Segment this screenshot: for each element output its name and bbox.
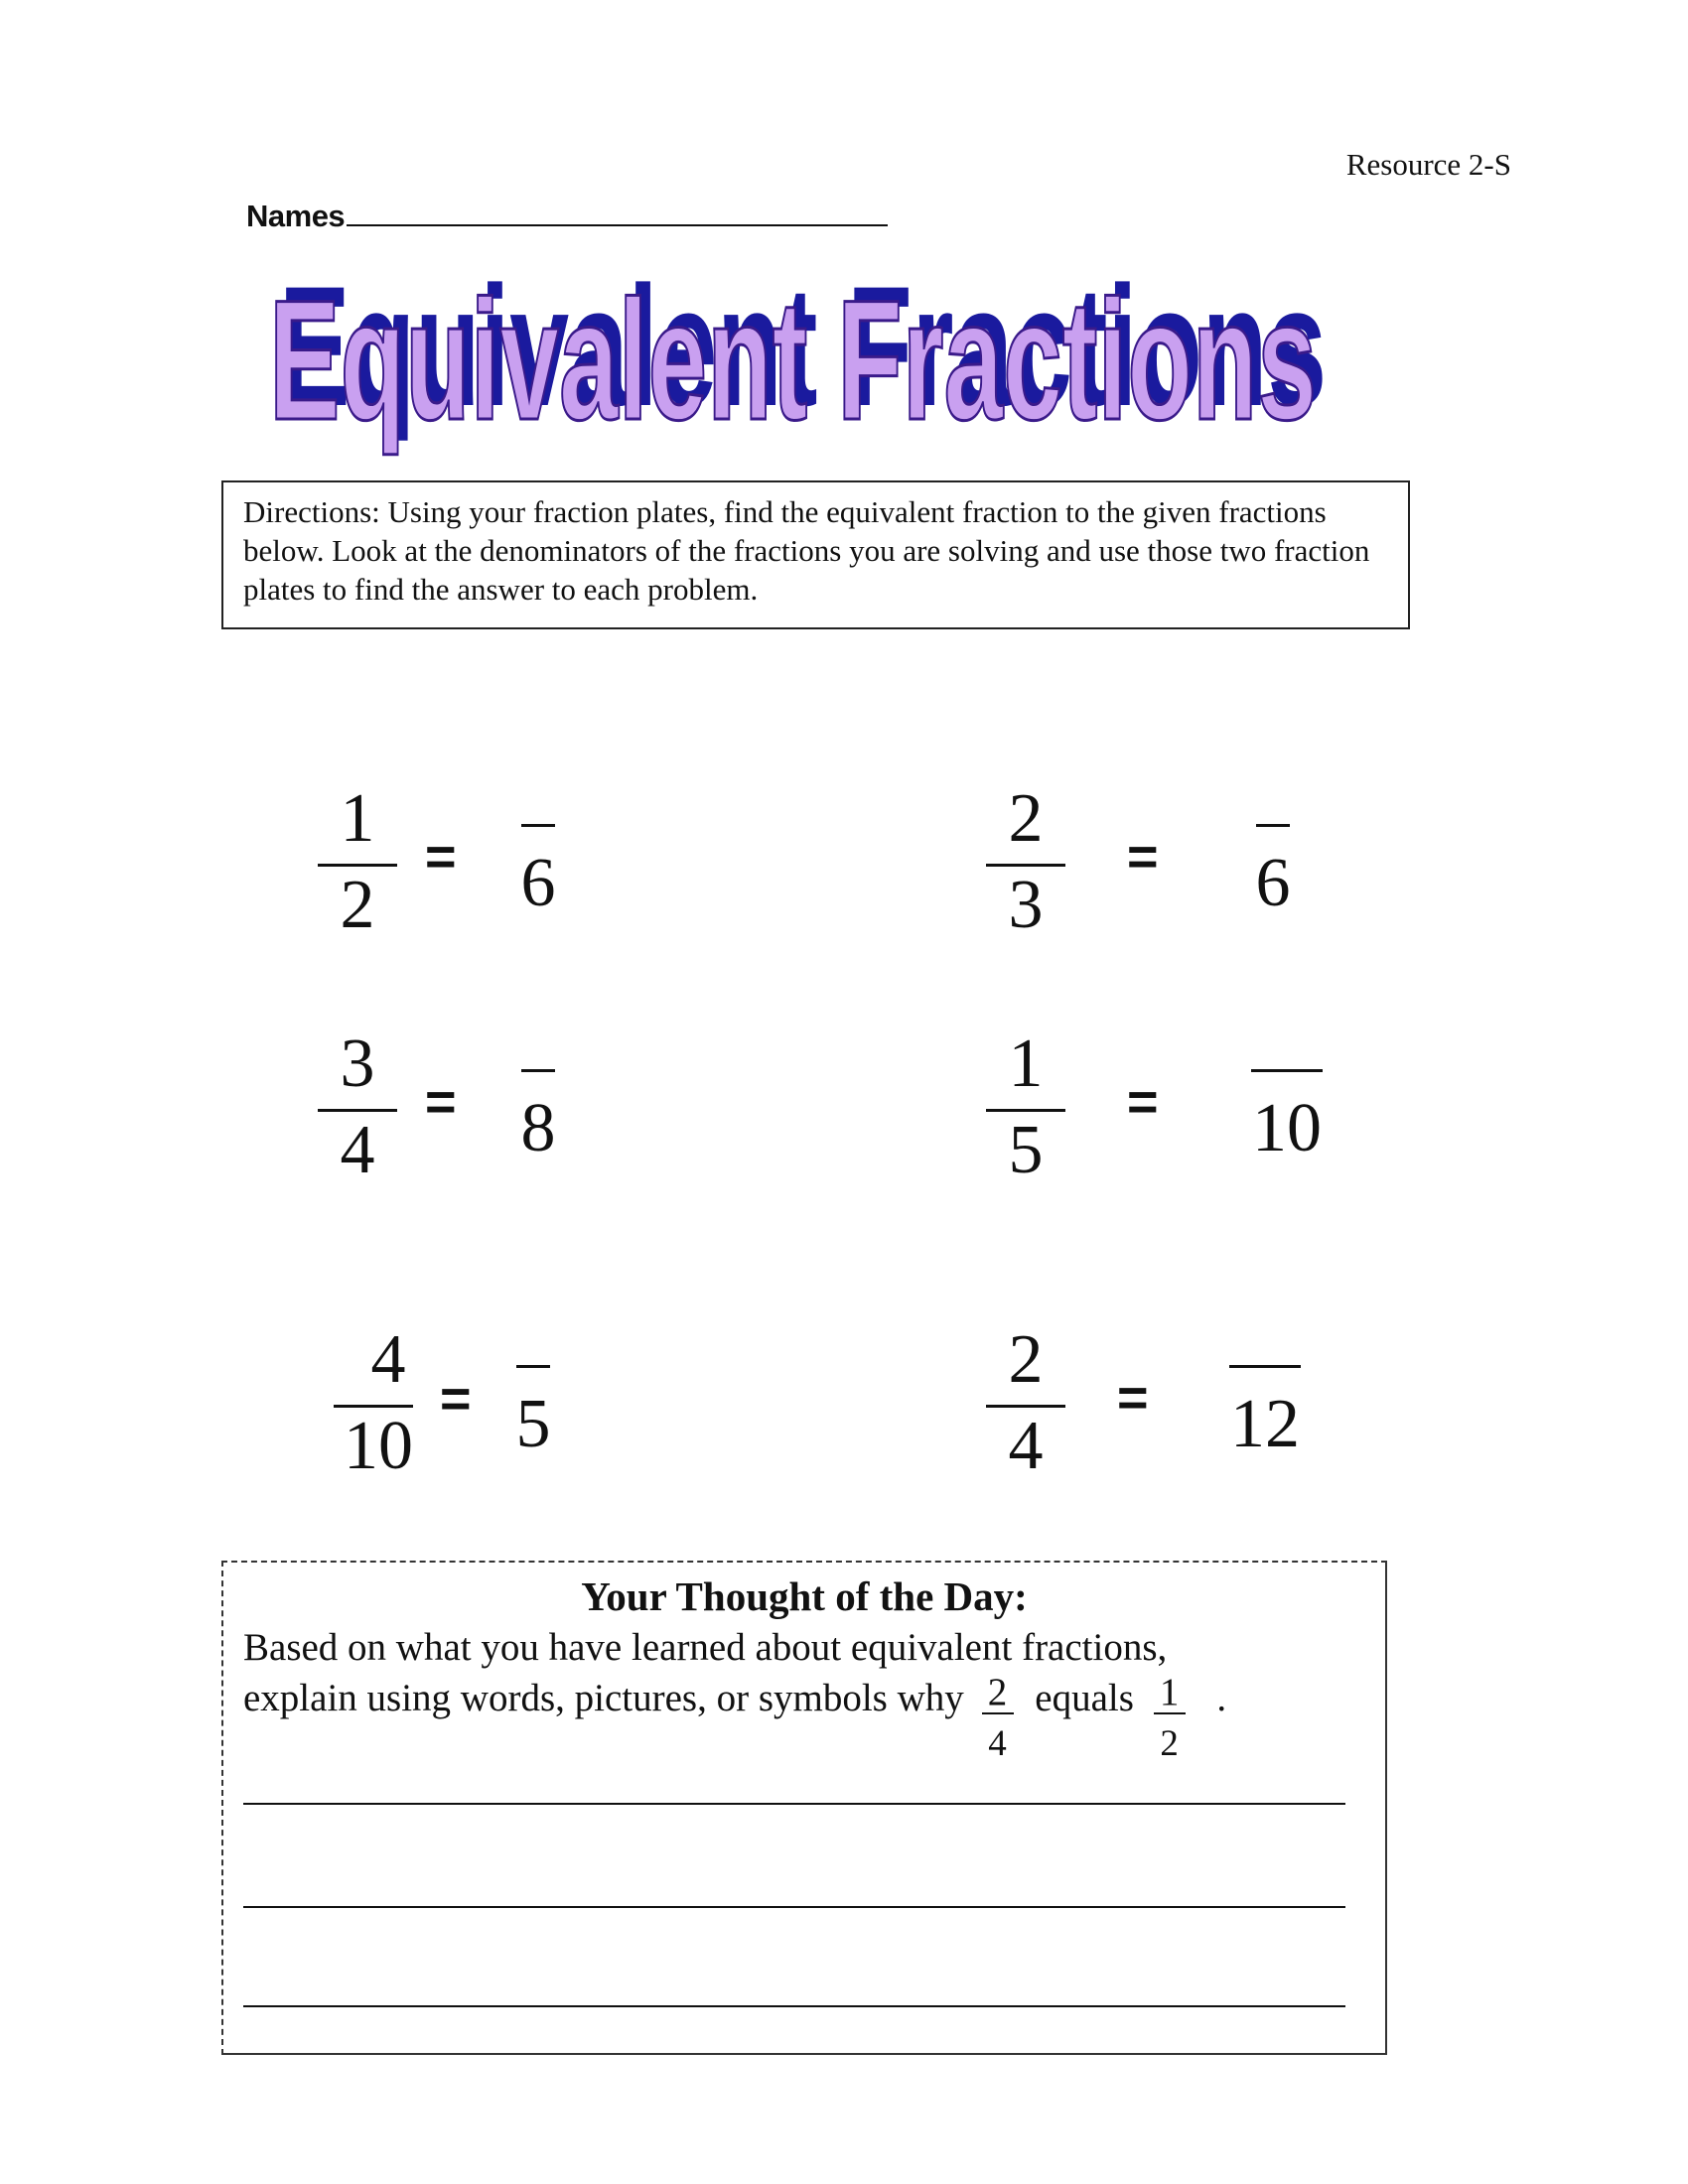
answer-line-3[interactable]: [243, 2005, 1345, 2007]
answer-line-1[interactable]: [243, 1803, 1345, 1805]
problem-5-equals: =: [440, 1369, 472, 1429]
problem-3-given-fraction: [318, 1025, 397, 1195]
problem-5-answer-blank[interactable]: [516, 1365, 550, 1368]
fraction-one-half: [1154, 1673, 1186, 1774]
fraction-two-fourths-denominator: 4: [988, 1723, 1007, 1764]
problem-5-denominator: 10: [344, 1408, 413, 1484]
problem-4-given-fraction: [986, 1025, 1065, 1195]
directions-text: Directions: Using your fraction plates, find the equivalent fraction to the given fractions below. Look at the denominators of the fractions you are solving and use those two fraction plates to find the answer to each problem.: [243, 494, 1370, 607]
problem-4-answer[interactable]: [1247, 1069, 1327, 1166]
problem-2-given-fraction: [986, 780, 1065, 950]
problem-6-given-fraction: [986, 1321, 1065, 1491]
problem-6-answer-blank[interactable]: [1229, 1365, 1301, 1368]
title-wordart: [253, 230, 1355, 459]
problem-6-answer-denominator: 12: [1230, 1386, 1300, 1462]
problem-1-answer[interactable]: [508, 824, 568, 921]
problem-3-answer-blank[interactable]: [521, 1069, 555, 1072]
problem-2-answer-blank[interactable]: [1256, 824, 1290, 827]
thought-period: .: [1216, 1677, 1227, 1719]
problem-6-numerator: 2: [986, 1325, 1065, 1408]
thought-line-1: Based on what you have learned about equivalent fractions,: [243, 1626, 1168, 1669]
thought-title: Your Thought of the Day:: [581, 1573, 1028, 1619]
problem-1-equals: =: [425, 827, 457, 887]
fraction-one-half-numerator: 1: [1154, 1673, 1186, 1714]
page-title: Equivalent Fractions: [269, 265, 1317, 456]
problem-6-denominator: 4: [1008, 1408, 1044, 1484]
fraction-two-fourths: [982, 1673, 1014, 1774]
problem-3-answer-denominator: 8: [520, 1090, 556, 1166]
problem-2-equals: =: [1127, 827, 1159, 887]
problem-1-numerator: 1: [318, 784, 397, 867]
equals-word: equals: [1035, 1677, 1134, 1719]
problem-3-answer[interactable]: [508, 1069, 568, 1166]
thought-prompt: [243, 1622, 1365, 1774]
problem-2-answer[interactable]: [1243, 824, 1303, 921]
directions-box: [221, 480, 1410, 629]
problem-3-equals: =: [425, 1072, 457, 1132]
problem-6-answer[interactable]: [1225, 1365, 1305, 1462]
title-shadow-text: Equivalent Fractions: [279, 251, 1327, 442]
problem-2-denominator: 3: [1008, 867, 1044, 943]
problem-5-answer[interactable]: [503, 1365, 563, 1462]
names-label: Names: [246, 199, 346, 233]
problem-3-numerator: 3: [318, 1029, 397, 1112]
problem-4-answer-blank[interactable]: [1251, 1069, 1323, 1072]
problem-4-denominator: 5: [1008, 1112, 1044, 1188]
names-field[interactable]: [246, 197, 888, 234]
problem-1-answer-denominator: 6: [520, 845, 556, 921]
problem-1-given-fraction: [318, 780, 397, 950]
problem-2-numerator: 2: [986, 784, 1065, 867]
problem-4-numerator: 1: [986, 1029, 1065, 1112]
problem-5-given-fraction: [334, 1321, 413, 1491]
problem-2-answer-denominator: 6: [1255, 845, 1291, 921]
answer-line-2[interactable]: [243, 1906, 1345, 1908]
problem-3-denominator: 4: [340, 1112, 375, 1188]
problem-4-equals: =: [1127, 1072, 1159, 1132]
problem-1-answer-blank[interactable]: [521, 824, 555, 827]
fraction-one-half-denominator: 2: [1160, 1723, 1179, 1764]
thought-line-2: [243, 1673, 1365, 1774]
problem-6-equals: =: [1117, 1368, 1149, 1428]
fraction-two-fourths-numerator: 2: [982, 1673, 1014, 1714]
problem-1-denominator: 2: [340, 867, 375, 943]
resource-label: Resource 2-S: [1345, 147, 1511, 182]
problem-4-answer-denominator: 10: [1252, 1090, 1322, 1166]
names-blank-line[interactable]: [347, 197, 888, 226]
thought-of-the-day-box: [221, 1561, 1387, 2055]
problem-5-numerator: 4: [334, 1325, 413, 1408]
thought-line-2-text: explain using words, pictures, or symbols why: [243, 1677, 964, 1719]
problem-5-answer-denominator: 5: [515, 1386, 551, 1462]
